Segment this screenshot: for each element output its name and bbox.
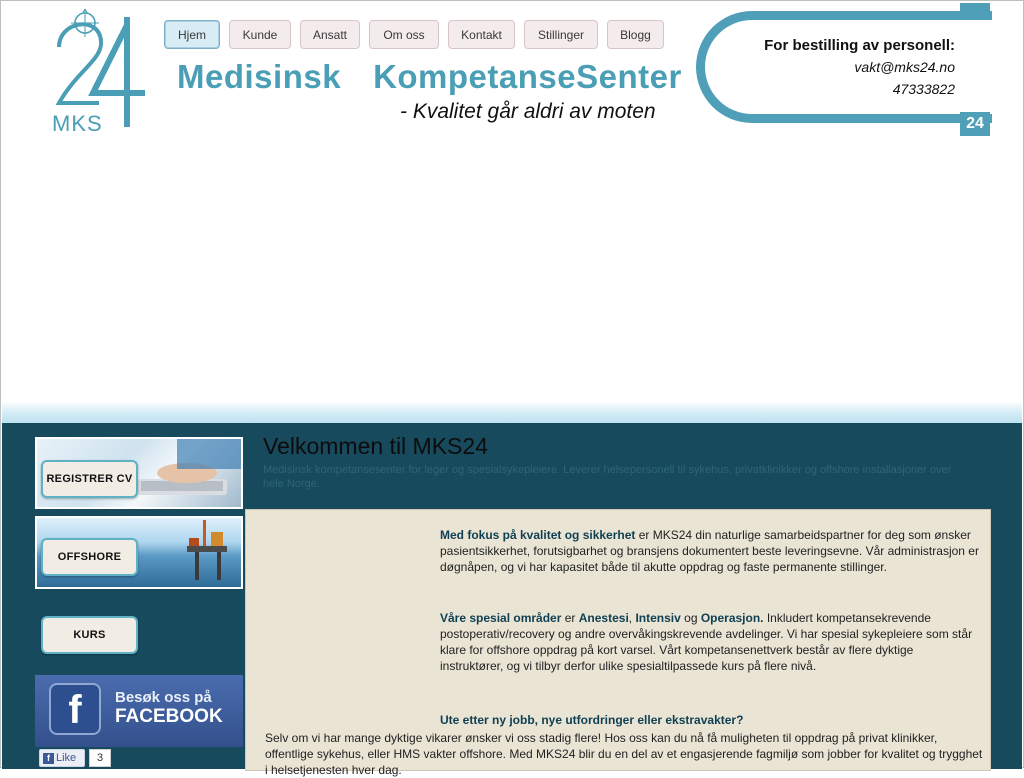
brand-part2: KompetanseSenter xyxy=(373,58,682,95)
contact-phone: 47333822 xyxy=(892,81,955,97)
specialties-sep: , xyxy=(628,611,636,625)
jobs-heading: Ute etter ny jobb, nye utfordringer eller ekstravakter? xyxy=(440,713,744,727)
specialties-og: og xyxy=(680,611,701,625)
band-glow xyxy=(2,401,1022,423)
tagline: - Kvalitet går aldri av moten xyxy=(400,100,656,123)
specialty-operasjon: Operasjon. xyxy=(700,611,764,625)
intro-paragraph xyxy=(440,527,980,575)
specialties-paragraph xyxy=(440,610,980,674)
logo-text: MKS xyxy=(52,111,103,136)
contact-badge: 24 xyxy=(960,112,990,136)
facebook-icon: f xyxy=(49,683,101,735)
offshore-button[interactable]: OFFSHORE xyxy=(41,538,138,576)
nav-item-hjem[interactable]: Hjem xyxy=(164,20,220,49)
like-label: Like xyxy=(56,752,77,764)
nav-item-om-oss[interactable]: Om oss xyxy=(369,20,439,49)
facebook-like-button[interactable] xyxy=(39,749,85,767)
nav-item-blogg[interactable]: Blogg xyxy=(607,20,664,49)
nav-item-ansatt[interactable]: Ansatt xyxy=(300,20,360,49)
kurs-button[interactable]: KURS xyxy=(41,616,138,654)
intro-bold: Med fokus på kvalitet og sikkerhet xyxy=(440,528,636,542)
intro-text: er MKS24 din naturlige samarbeidspartner for deg som ønsker pasientsikkerhet, forutsigbarhet og bransjens dokumentert beste leveringsevne. Vår administrasjon er døgnåpen, og vi har kapasitet både til akutte oppdrag og faste permanente stillinger. xyxy=(440,528,979,574)
brand-part1: Medisinsk xyxy=(177,58,342,95)
specialties-text: Inkludert kompetansekrevende postoperativ/recovery og andre overvåkingskrevende avdelinger. Vi har spesial sykepleiere som står klare for offshore oppdrag på kort varsel. Vårt kompetansenettverk består av flere dyktige instruktører, og vi tilbyr derfor ulike spesialtilpassede kurs på flere nivå. xyxy=(440,611,973,673)
contact-corner-top xyxy=(960,3,990,19)
facebook-visit-text: Besøk oss på xyxy=(115,689,212,706)
specialty-intensiv: Intensiv xyxy=(635,611,681,625)
facebook-banner[interactable] xyxy=(35,675,243,747)
mks24-logo[interactable] xyxy=(49,7,149,135)
page-subtitle: Medisinsk kompetansesenter for leger og spesialsykepleiere. Leverer helsepersonell til sykehus, privatklinikker og offshore installasjoner over hele Norge. xyxy=(263,464,952,490)
nav-item-stillinger[interactable]: Stillinger xyxy=(524,20,598,49)
specialties-bold: Våre spesial områder xyxy=(440,611,562,625)
nav-item-kontakt[interactable]: Kontakt xyxy=(448,20,515,49)
contact-email-link[interactable]: vakt@mks24.no xyxy=(854,59,955,75)
like-count: 3 xyxy=(89,749,111,767)
specialty-anestesi: Anestesi xyxy=(578,611,629,625)
nav-item-kunde[interactable]: Kunde xyxy=(229,20,291,49)
brand-title xyxy=(177,58,682,96)
page-title: Velkommen til MKS24 xyxy=(263,433,488,459)
contact-title: For bestilling av personell: xyxy=(764,37,955,54)
specialties-er: er xyxy=(561,611,579,625)
register-cv-button[interactable]: REGISTRER CV xyxy=(41,460,138,498)
facebook-small-icon: f xyxy=(43,753,54,764)
facebook-text: FACEBOOK xyxy=(115,706,223,727)
jobs-paragraph: Selv om vi har mange dyktige vikarer ønsker vi oss stadig flere! Hos oss kan du nå få muligheten til oppdrag på privat klinikker, offentlige sykehus, eller HMS vakter offshore. Med MKS24 blir du en del av et engasjerende fagmiljø som jobber for kvalitet og trygghet i helsetjenesten hver dag. xyxy=(265,731,983,777)
